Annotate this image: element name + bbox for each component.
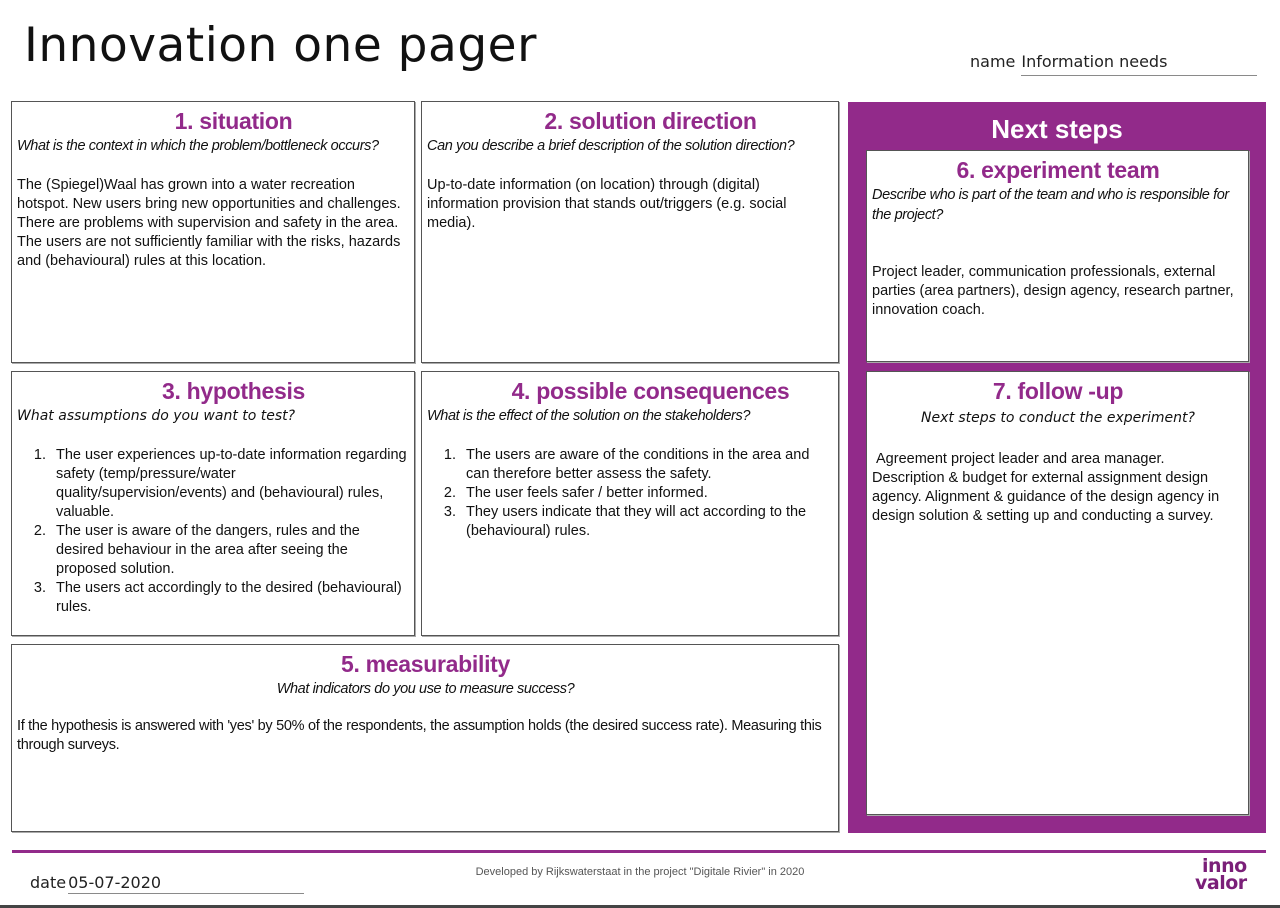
section-body[interactable]: If the hypothesis is answered with 'yes' by 50% of the respondents, the assumption holds (the desired success rate). Measuring this through surveys.	[17, 718, 822, 753]
section-body[interactable]: The (Spiegel)Waal has grown into a water recreation hotspot. New users bring new opportunities and challenges. There are problems with supervision and safety in the area. The users are not sufficiently familiar with the risks, hazards and (behavioural) rules at this location.	[17, 177, 401, 269]
list-item: 3. They users indicate that they will act according to the (behavioural) rules.	[460, 503, 834, 541]
section-title: 2. solution direction	[544, 108, 757, 134]
list-item: 3. The users act accordingly to the desired (behavioural) rules.	[50, 579, 410, 617]
consequences-list[interactable]	[427, 446, 834, 541]
section-body[interactable]	[872, 450, 1244, 526]
section-question: What is the context in which the problem/bottleneck occurs?	[17, 138, 379, 154]
list-item: 1. The users are aware of the conditions in the area and can therefore better assess the safety.	[460, 446, 834, 484]
section-question: What indicators do you use to measure success?	[276, 681, 575, 697]
section-question: Can you describe a brief description of the solution direction?	[427, 138, 795, 154]
date-label: date	[30, 873, 67, 892]
section-title: 6. experiment team	[956, 157, 1160, 183]
section-title: 4. possible consequences	[511, 378, 790, 404]
date-field	[30, 873, 304, 894]
body-line: Description & budget for external assignment design agency. Alignment & guidance of the design agency in design solution & setting up and conducting a survey.	[872, 470, 1220, 524]
section-title: 1. situation	[174, 108, 293, 134]
name-label: name	[970, 52, 1016, 71]
section-title: 5. measurability	[340, 651, 511, 677]
hypothesis-section	[11, 371, 415, 636]
list-item: 2. The user is aware of the dangers, rules and the desired behaviour in the area after seeing the proposed solution.	[50, 522, 410, 579]
hypothesis-list[interactable]	[17, 446, 410, 617]
section-title: 3. hypothesis	[161, 378, 306, 404]
logo-line: inno	[1202, 855, 1247, 877]
section-title: 7. follow -up	[992, 378, 1124, 404]
section-question: What assumptions do you want to test?	[17, 408, 296, 424]
list-item: 2. The user feels safer / better informed.	[460, 484, 834, 503]
section-question: What is the effect of the solution on the stakeholders?	[427, 408, 750, 424]
experiment-team-section	[866, 150, 1249, 362]
body-line: Agreement project leader and area manager.	[876, 451, 1165, 467]
name-field	[970, 52, 1257, 76]
logo-line: valor	[1195, 872, 1247, 894]
solution-direction-section	[421, 101, 839, 363]
next-steps-title: Next steps	[991, 114, 1123, 144]
possible-consequences-section	[421, 371, 839, 636]
date-value[interactable]: 05-07-2020	[68, 873, 304, 894]
section-body[interactable]: Up-to-date information (on location) through (digital) information provision that stands out/triggers (e.g. social media).	[427, 177, 787, 231]
footer-divider	[12, 850, 1266, 853]
credit-text: Developed by Rijkswaterstaat in the project "Digitale Rivier" in 2020	[475, 866, 805, 878]
page-title: Innovation one pager	[24, 18, 537, 73]
list-item: 1. The user experiences up-to-date information regarding safety (temp/pressure/water quality/supervision/events) and (behavioural) rules, valuable.	[50, 446, 410, 522]
section-question: Next steps to conduct the experiment?	[921, 410, 1195, 426]
measurability-section	[11, 644, 839, 832]
innovalor-logo	[1195, 855, 1247, 894]
section-body[interactable]: Project leader, communication professionals, external parties (area partners), design agency, research partner, innovation coach.	[872, 264, 1234, 318]
name-value[interactable]: Information needs	[1021, 52, 1257, 76]
situation-section	[11, 101, 415, 363]
follow-up-section	[866, 371, 1249, 815]
section-question: Describe who is part of the team and who is responsible for the project?	[872, 187, 1229, 223]
